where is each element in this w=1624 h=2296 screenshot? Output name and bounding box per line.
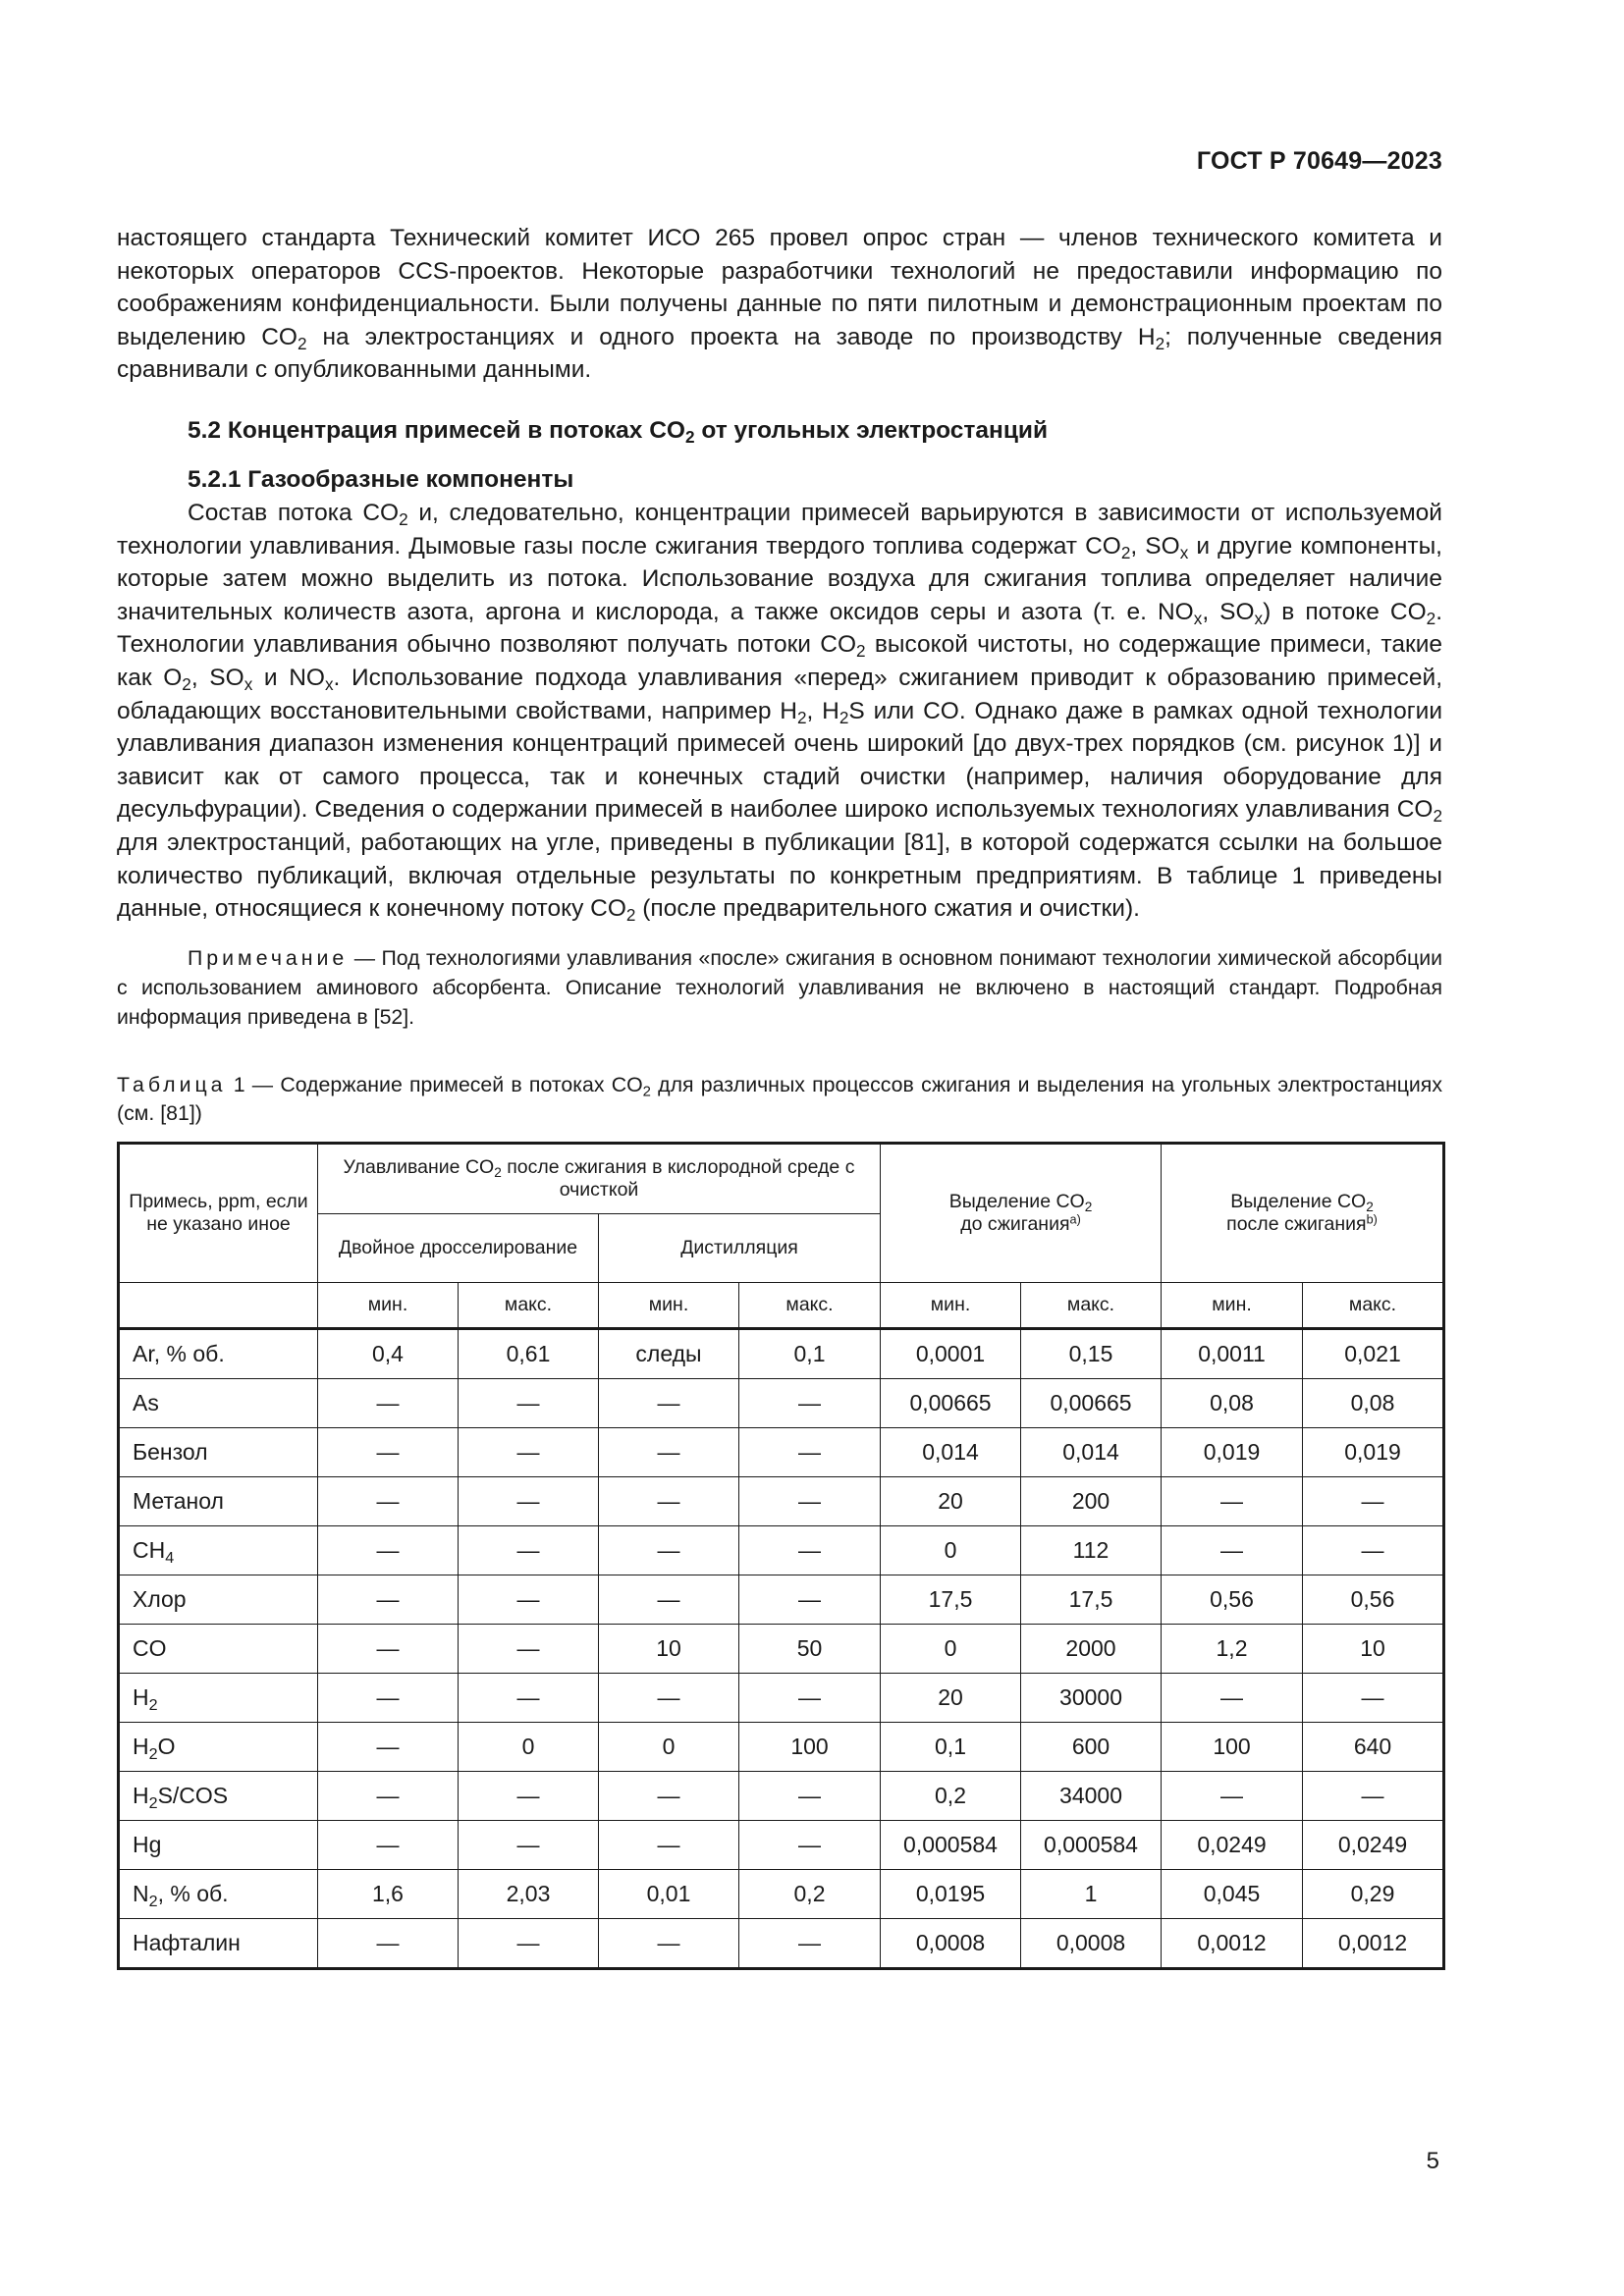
value-cell: — xyxy=(1303,1771,1444,1820)
value-cell: 17,5 xyxy=(1021,1575,1162,1624)
header-oxy-capture: Улавливание $CO_2$ после сжигания в кислородной среде с очисткой xyxy=(318,1143,881,1213)
header-max: макс. xyxy=(1021,1282,1162,1328)
value-cell: — xyxy=(318,1525,459,1575)
value-cell: 0,01 xyxy=(599,1869,739,1918)
impurity-name-cell: $H_2$ xyxy=(119,1673,318,1722)
value-cell: — xyxy=(739,1525,881,1575)
value-cell: 0,2 xyxy=(881,1771,1021,1820)
value-cell: 0,0195 xyxy=(881,1869,1021,1918)
value-cell: — xyxy=(318,1378,459,1427)
value-cell: 0,000584 xyxy=(881,1820,1021,1869)
value-cell: — xyxy=(459,1427,599,1476)
impurity-name-cell: Хлор xyxy=(119,1575,318,1624)
value-cell: 0 xyxy=(881,1624,1021,1673)
value-cell: 600 xyxy=(1021,1722,1162,1771)
value-cell: — xyxy=(599,1427,739,1476)
table-row xyxy=(119,1378,1444,1427)
value-cell: 50 xyxy=(739,1624,881,1673)
value-cell: — xyxy=(739,1575,881,1624)
value-cell: — xyxy=(1303,1525,1444,1575)
value-cell: 0,045 xyxy=(1162,1869,1303,1918)
value-cell: 0,4 xyxy=(318,1328,459,1378)
value-cell: — xyxy=(459,1918,599,1968)
table-row xyxy=(119,1476,1444,1525)
value-cell: — xyxy=(599,1378,739,1427)
header-impurity: Примесь, ppm, если не указано иное xyxy=(119,1143,318,1282)
value-cell: 1,6 xyxy=(318,1869,459,1918)
value-cell: — xyxy=(318,1918,459,1968)
value-cell: 0,61 xyxy=(459,1328,599,1378)
table-row xyxy=(119,1820,1444,1869)
value-cell: — xyxy=(318,1624,459,1673)
value-cell: 0,0008 xyxy=(1021,1918,1162,1968)
value-cell: — xyxy=(318,1722,459,1771)
value-cell: — xyxy=(459,1820,599,1869)
value-cell: 0,0249 xyxy=(1162,1820,1303,1869)
value-cell: 0,0249 xyxy=(1303,1820,1444,1869)
page-content xyxy=(117,222,1442,1970)
value-cell: 0,08 xyxy=(1162,1378,1303,1427)
value-cell: 1 xyxy=(1021,1869,1162,1918)
value-cell: 2,03 xyxy=(459,1869,599,1918)
table-row xyxy=(119,1328,1444,1378)
value-cell: 10 xyxy=(599,1624,739,1673)
value-cell: — xyxy=(599,1820,739,1869)
table-row xyxy=(119,1525,1444,1575)
value-cell: 0,56 xyxy=(1303,1575,1444,1624)
value-cell: — xyxy=(1303,1476,1444,1525)
header-min-max-row xyxy=(119,1282,1444,1328)
value-cell: 20 xyxy=(881,1476,1021,1525)
table-caption: Таблица 1 — Содержание примесей в потоках $CO_2$ для различных процессов сжигания и выделения на угольных электростанциях (см. [81]) xyxy=(117,1072,1442,1125)
table-row xyxy=(119,1624,1444,1673)
impurity-name-cell: $H_2S$/COS xyxy=(119,1771,318,1820)
table-row xyxy=(119,1869,1444,1918)
value-cell: — xyxy=(739,1771,881,1820)
value-cell: — xyxy=(459,1525,599,1575)
page-number: 5 xyxy=(1426,2148,1439,2174)
value-cell: — xyxy=(318,1771,459,1820)
value-cell: 34000 xyxy=(1021,1771,1162,1820)
value-cell: 200 xyxy=(1021,1476,1162,1525)
value-cell: 0,0008 xyxy=(881,1918,1021,1968)
value-cell: 0,1 xyxy=(739,1328,881,1378)
value-cell: — xyxy=(318,1476,459,1525)
note-label: Примечание xyxy=(188,945,349,970)
value-cell: — xyxy=(739,1673,881,1722)
value-cell: следы xyxy=(599,1328,739,1378)
header-pre-combustion: Выделение $CO_2$ до сжигания$^{a)}$ xyxy=(881,1143,1162,1282)
impurity-name-cell: Нафталин xyxy=(119,1918,318,1968)
note-paragraph: Примечание — Под технологиями улавливания «после» сжигания в основном понимают технологии химической абсорбции с использованием аминового абсорбента. Описание технологий улавливания не включено в настоящий стандарт. Подробная информация приведена в [52]. xyxy=(117,945,1442,1029)
header-min: мин. xyxy=(599,1282,739,1328)
impurity-name-cell: $H_2O$ xyxy=(119,1722,318,1771)
value-cell: — xyxy=(459,1476,599,1525)
impurity-name-cell: $CH_4$ xyxy=(119,1525,318,1575)
value-cell: 0,00665 xyxy=(881,1378,1021,1427)
value-cell: — xyxy=(739,1476,881,1525)
value-cell: — xyxy=(599,1525,739,1575)
header-post-combustion: Выделение $CO_2$ после сжигания$^{b)}$ xyxy=(1162,1143,1444,1282)
table-row xyxy=(119,1918,1444,1968)
value-cell: — xyxy=(1303,1673,1444,1722)
value-cell: — xyxy=(599,1771,739,1820)
value-cell: — xyxy=(739,1378,881,1427)
value-cell: 30000 xyxy=(1021,1673,1162,1722)
value-cell: 2000 xyxy=(1021,1624,1162,1673)
impurity-name-cell: Метанол xyxy=(119,1476,318,1525)
table-row xyxy=(119,1575,1444,1624)
value-cell: 0 xyxy=(881,1525,1021,1575)
value-cell: — xyxy=(459,1378,599,1427)
value-cell: 0 xyxy=(459,1722,599,1771)
value-cell: 10 xyxy=(1303,1624,1444,1673)
section-heading-5-2: 5.2 Концентрация примесей в потоках $CO_2$ от угольных электростанций xyxy=(188,416,1049,448)
value-cell: — xyxy=(318,1575,459,1624)
impurities-table xyxy=(117,1142,1445,1970)
document-code-header: ГОСТ Р 70649—2023 xyxy=(1196,147,1442,175)
impurity-name-cell: CO xyxy=(119,1624,318,1673)
table-row xyxy=(119,1771,1444,1820)
value-cell: 0,000584 xyxy=(1021,1820,1162,1869)
value-cell: — xyxy=(739,1820,881,1869)
header-max: макс. xyxy=(1303,1282,1444,1328)
table-row xyxy=(119,1722,1444,1771)
value-cell: — xyxy=(1162,1476,1303,1525)
header-min: мин. xyxy=(881,1282,1021,1328)
value-cell: 0,00665 xyxy=(1021,1378,1162,1427)
table-row xyxy=(119,1427,1444,1476)
value-cell: 0,0012 xyxy=(1162,1918,1303,1968)
value-cell: — xyxy=(318,1427,459,1476)
value-cell: — xyxy=(599,1476,739,1525)
value-cell: — xyxy=(1162,1525,1303,1575)
impurity-name-cell: Ar, % об. xyxy=(119,1328,318,1378)
impurity-name-cell: As xyxy=(119,1378,318,1427)
value-cell: 100 xyxy=(739,1722,881,1771)
value-cell: — xyxy=(459,1771,599,1820)
value-cell: — xyxy=(459,1673,599,1722)
value-cell: — xyxy=(599,1673,739,1722)
value-cell: — xyxy=(1162,1673,1303,1722)
header-max: макс. xyxy=(739,1282,881,1328)
value-cell: — xyxy=(459,1624,599,1673)
value-cell: 0,019 xyxy=(1162,1427,1303,1476)
table-caption-label: Таблица xyxy=(117,1072,227,1096)
value-cell: — xyxy=(739,1918,881,1968)
header-min: мин. xyxy=(1162,1282,1303,1328)
header-max: макс. xyxy=(459,1282,599,1328)
value-cell: 0,021 xyxy=(1303,1328,1444,1378)
value-cell: — xyxy=(1162,1771,1303,1820)
value-cell: 0,019 xyxy=(1303,1427,1444,1476)
value-cell: — xyxy=(599,1918,739,1968)
header-min: мин. xyxy=(318,1282,459,1328)
value-cell: — xyxy=(599,1575,739,1624)
impurity-name-cell: Hg xyxy=(119,1820,318,1869)
value-cell: — xyxy=(739,1427,881,1476)
section-heading-5-2-1: 5.2.1 Газообразные компоненты xyxy=(188,465,574,493)
body-paragraph: Состав потока $CO_2$ и, следовательно, концентрации примесей варьируются в зависимости от используемой технологии улавливания. Дымовые газы после сжигания твердого топлива содержат $CO_2$, $SO_x$ и другие компоненты, которые затем можно выделить из потока. Использование воздуха для сжигания топлива определяет наличие значительных количеств азота, аргона и кислорода, а также оксидов серы и азота (т. е. $NO_x$, $SO_x$) в потоке $CO_2$. Технологии улавливания обычно позволяют получать потоки $CO_2$ высокой чистоты, но содержащие примеси, такие как $O_2$, $SO_x$ и $NO_x$. Использование подхода улавливания «перед» сжиганием приводит к образованию примесей, обладающих восстановительными свойствами, например $H_2$, $H_2S$ или CO. Однако даже в рамках одной технологии улавливания диапазон изменения концентраций примесей очень широкий [до двух-трех порядков (см. рисунок 1)] и зависит как от самого процесса, так и конечных стадий очистки (например, наличия оборудование для десульфурации). Сведения о содержании примесей в наиболее широко используемых технологиях улавливания $CO_2$ для электростанций, работающих на угле, приведены в публикации [81], в которой содержатся ссылки на большое количество публикаций, включая отдельные результаты по конкретным предприятиям. В таблице 1 приведены данные, относящиеся к конечному потоку $CO_2$ (после предварительного сжатия и очистки). xyxy=(117,499,1443,926)
value-cell: 100 xyxy=(1162,1722,1303,1771)
value-cell: 1,2 xyxy=(1162,1624,1303,1673)
value-cell: — xyxy=(459,1575,599,1624)
value-cell: 0,08 xyxy=(1303,1378,1444,1427)
header-double-throttling: Двойное дросселирование xyxy=(318,1213,599,1282)
value-cell: 0,0011 xyxy=(1162,1328,1303,1378)
value-cell: 0,56 xyxy=(1162,1575,1303,1624)
value-cell: 640 xyxy=(1303,1722,1444,1771)
value-cell: 20 xyxy=(881,1673,1021,1722)
value-cell: 112 xyxy=(1021,1525,1162,1575)
value-cell: 0,2 xyxy=(739,1869,881,1918)
value-cell: — xyxy=(318,1820,459,1869)
value-cell: 0,15 xyxy=(1021,1328,1162,1378)
value-cell: 0,014 xyxy=(1021,1427,1162,1476)
value-cell: — xyxy=(318,1673,459,1722)
value-cell: 17,5 xyxy=(881,1575,1021,1624)
intro-paragraph: настоящего стандарта Технический комитет ИСО 265 провел опрос стран — членов технического комитета и некоторых операторов CCS-проектов. Некоторые разработчики технологий не предоставили информацию по соображениям конфиденциальности. Были получены данные по пяти пилотным и демонстрационным проектам по выделению $CO_2$ на электростанциях и одного проекта на заводе по производству $H_2$; полученные сведения сравнивали с опубликованными данными. xyxy=(117,225,1442,384)
table-row xyxy=(119,1673,1444,1722)
header-empty-cell xyxy=(119,1282,318,1328)
value-cell: 0,014 xyxy=(881,1427,1021,1476)
value-cell: 0 xyxy=(599,1722,739,1771)
impurity-name-cell: Бензол xyxy=(119,1427,318,1476)
value-cell: 0,0012 xyxy=(1303,1918,1444,1968)
value-cell: 0,29 xyxy=(1303,1869,1444,1918)
value-cell: 0,0001 xyxy=(881,1328,1021,1378)
value-cell: 0,1 xyxy=(881,1722,1021,1771)
header-distillation: Дистилляция xyxy=(599,1213,881,1282)
impurity-name-cell: $N_2$, % об. xyxy=(119,1869,318,1918)
